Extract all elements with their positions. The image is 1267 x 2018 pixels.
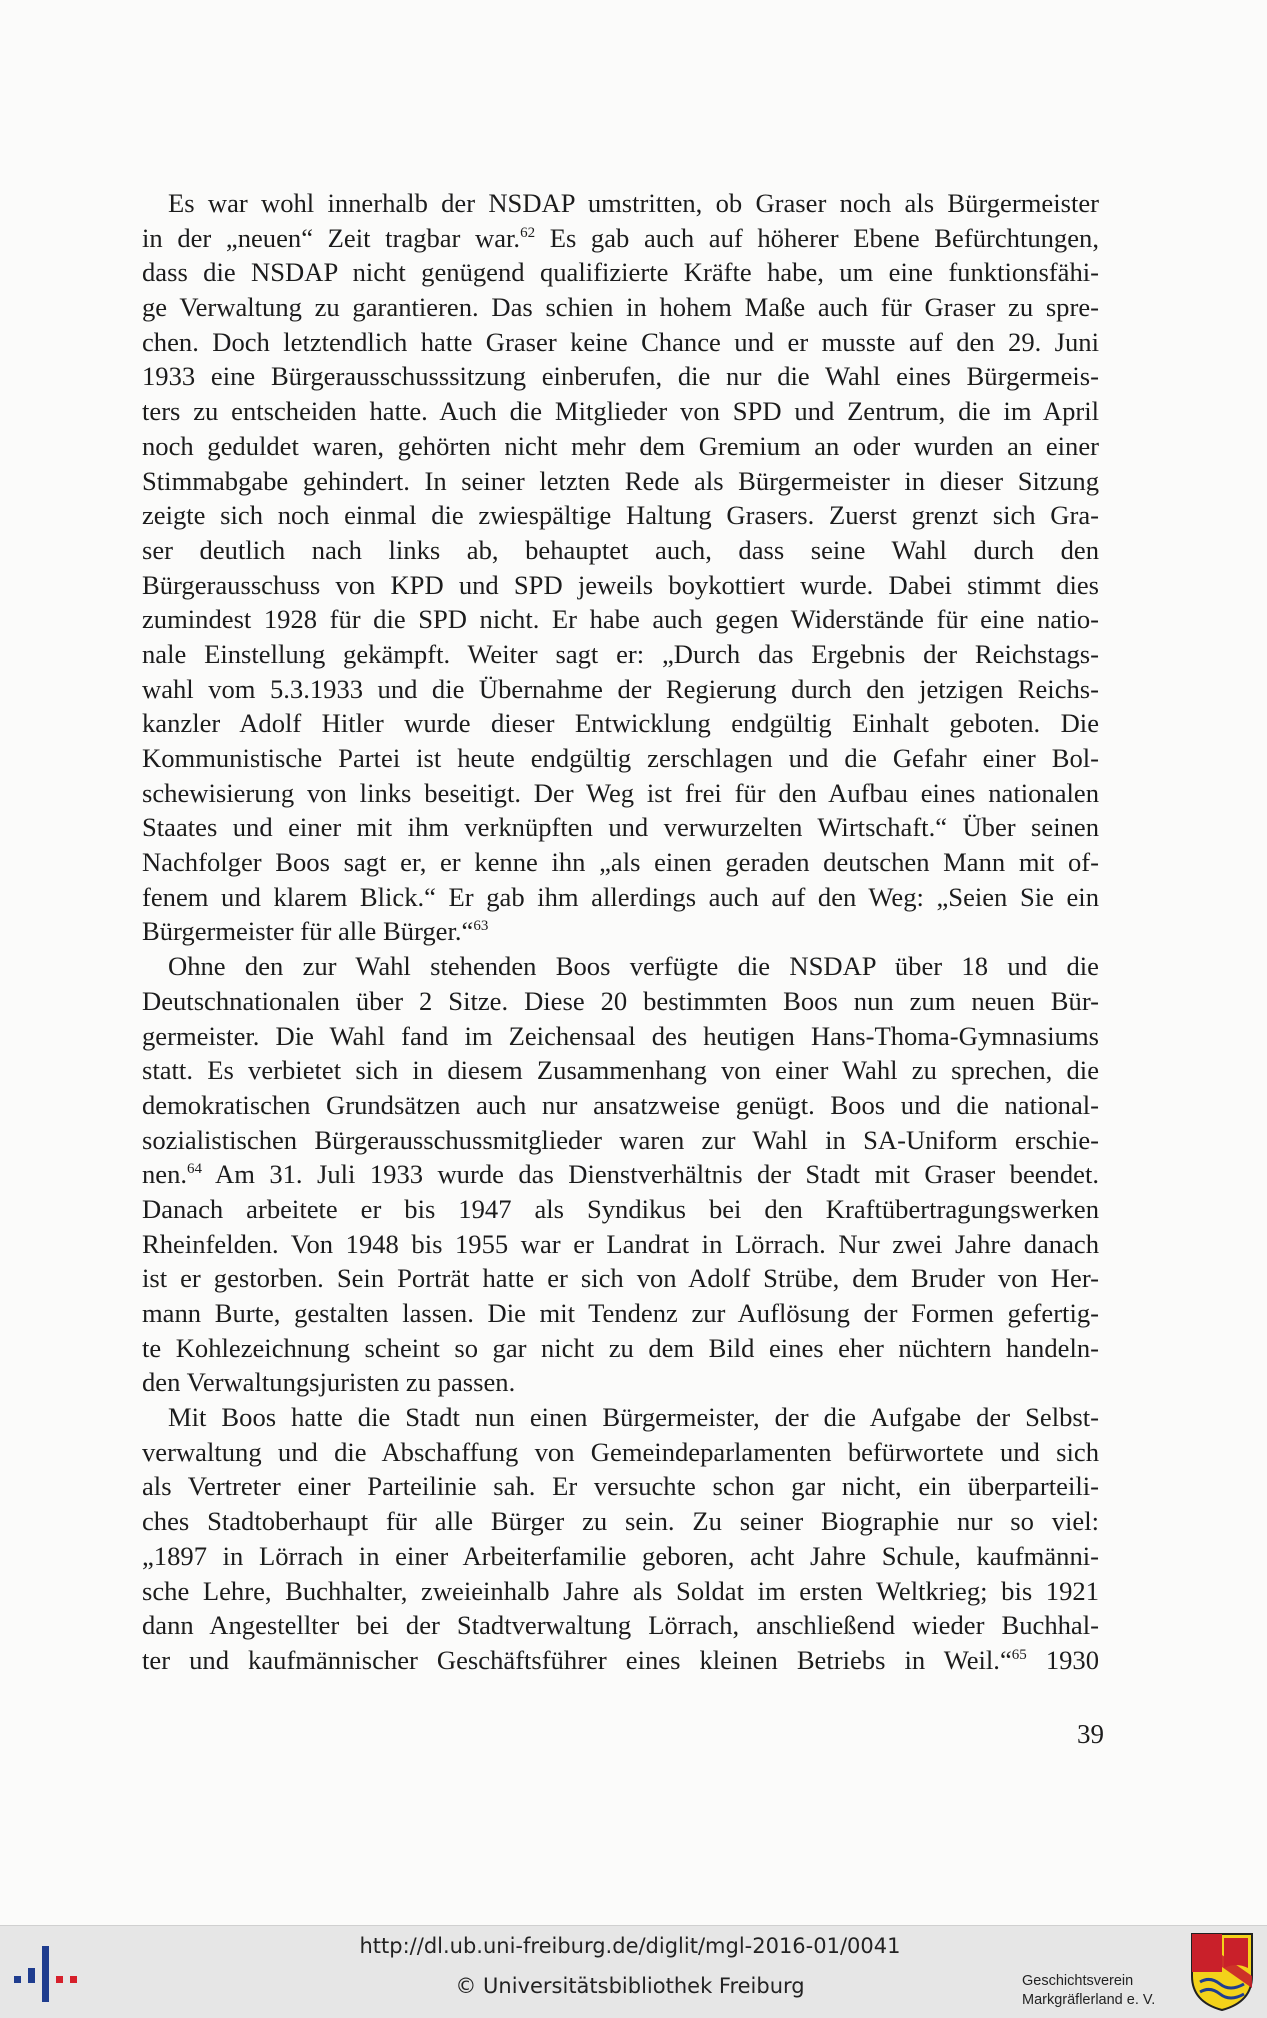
text-line: sozialistischen Bürgerausschussmitglieder waren zur Wahl in SA-Uniform erschie-: [142, 1124, 1099, 1155]
text-line: schewisierung von links beseitigt. Der Weg ist frei für den Aufbau eines nationalen: [142, 777, 1099, 808]
text-line: zeigte sich noch einmal die zwiespältige Haltung Grasers. Zuerst grenzt sich Gra-: [142, 500, 1099, 531]
text-line: te Kohlezeichnung scheint so gar nicht zu dem Bild eines eher nüchtern handeln-: [142, 1332, 1099, 1363]
text-line: Ohne den zur Wahl stehenden Boos verfügte die NSDAP über 18 und die: [168, 951, 1099, 982]
text-line: nale Einstellung gekämpft. Weiter sagt er: „Durch das Ergebnis der Reichstags-: [142, 638, 1099, 669]
text-line: Staates und einer mit ihm verknüpften und verwurzelten Wirtschaft.“ Über seinen: [142, 812, 1099, 843]
text-line: verwaltung und die Abschaffung von Gemeindeparlamenten befürwortete und sich: [142, 1436, 1099, 1467]
text-line: fenem und klarem Blick.“ Er gab ihm allerdings auch auf den Weg: „Seien Sie ein: [142, 881, 1099, 912]
text-line: Danach arbeitete er bis 1947 als Syndikus bei den Kraftübertragungswerken: [142, 1193, 1099, 1224]
ub-freiburg-logo-icon[interactable]: [8, 1942, 82, 2006]
text-line: Bürgerausschuss von KPD und SPD jeweils boykottiert wurde. Dabei stimmt dies: [142, 569, 1099, 600]
text-line: ters zu entscheiden hatte. Auch die Mitglieder von SPD und Zentrum, die im April: [142, 396, 1099, 427]
text-line: germeister. Die Wahl fand im Zeichensaal des heutigen Hans-Thoma-Gymnasiums: [142, 1020, 1099, 1051]
text-line: ches Stadtoberhaupt für alle Bürger zu sein. Zu seiner Biographie nur so viel:: [142, 1506, 1099, 1537]
text-line: statt. Es verbietet sich in diesem Zusammenhang von einer Wahl zu sprechen, die: [142, 1055, 1099, 1086]
text-line: nen.$^{64}$ Am 31. Juli 1933 wurde das Dienstverhältnis der Stadt mit Graser beendet.: [142, 1159, 1099, 1190]
text-line: Rheinfelden. Von 1948 bis 1955 war er Landrat in Lörrach. Nur zwei Jahre danach: [142, 1228, 1099, 1259]
society-name-line1: Geschichtsverein: [1022, 1973, 1134, 1989]
society-name: [1022, 1972, 1212, 2010]
copyright-notice: © Universitätsbibliothek Freiburg: [455, 1974, 805, 1998]
body-text: [142, 186, 1099, 1678]
text-line: Es war wohl innerhalb der NSDAP umstritten, ob Graser noch als Bürgermeister: [168, 188, 1099, 218]
text-line: Deutschnationalen über 2 Sitze. Diese 20 bestimmten Boos nun zum neuen Bür-: [142, 985, 1099, 1016]
society-name-line2: Markgräflerland e. V.: [1022, 1992, 1156, 2008]
text-line: ter und kaufmännischer Geschäftsführer eines kleinen Betriebs in Weil.“$^{65}$ 1930: [142, 1644, 1100, 1675]
text-line: Kommunistische Partei ist heute endgültig zerschlagen und die Gefahr einer Bol-: [142, 743, 1099, 773]
text-line: als Vertreter einer Parteilinie sah. Er versuchte schon gar nicht, ein überparteili-: [142, 1471, 1099, 1502]
text-line: „1897 in Lörrach in einer Arbeiterfamilie geboren, acht Jahre Schule, kaufmänni-: [142, 1540, 1099, 1571]
viewer-footer: [0, 1925, 1267, 2018]
text-line: 1933 eine Bürgerausschusssitzung einberufen, die nur die Wahl eines Bürgermeis-: [142, 361, 1099, 392]
text-line: mann Burte, gestalten lassen. Die mit Tendenz zur Auflösung der Formen gefertig-: [142, 1298, 1099, 1328]
text-line: in der „neuen“ Zeit tragbar war.$^{62}$ Es gab auch auf höherer Ebene Befürchtungen,: [142, 222, 1099, 253]
text-line: chen. Doch letztendlich hatte Graser keine Chance und er musste auf den 29. Juni: [142, 326, 1099, 357]
text-line: dass die NSDAP nicht genügend qualifizierte Kräfte habe, um eine funktionsfähi-: [142, 257, 1099, 288]
text-line: Nachfolger Boos sagt er, er kenne ihn „als einen geraden deutschen Mann mit of-: [142, 847, 1099, 878]
text-line: sche Lehre, Buchhalter, zweieinhalb Jahre als Soldat im ersten Weltkrieg; bis 1921: [142, 1575, 1099, 1606]
text-line: zumindest 1928 für die SPD nicht. Er habe auch gegen Widerstände für eine natio-: [142, 604, 1099, 635]
text-line: Stimmabgabe gehindert. In seiner letzten Rede als Bürgermeister in dieser Sitzung: [142, 465, 1099, 496]
page-number: 39: [1077, 1719, 1104, 1749]
text-line: dann Angestellter bei der Stadtverwaltung Lörrach, anschließend wieder Buchhal-: [142, 1610, 1099, 1641]
text-line: Bürgermeister für alle Bürger.“$^{63}$: [142, 916, 489, 947]
text-line: noch geduldet waren, gehörten nicht mehr dem Gremium an oder wurden an einer: [142, 430, 1099, 461]
text-line: Mit Boos hatte die Stadt nun einen Bürgermeister, der die Aufgabe der Selbst-: [168, 1402, 1099, 1433]
text-line: ist er gestorben. Sein Porträt hatte er sich von Adolf Strübe, dem Bruder von Her-: [142, 1263, 1099, 1294]
text-line: wahl vom 5.3.1933 und die Übernahme der Regierung durch den jetzigen Reichs-: [142, 673, 1099, 704]
text-line: ge Verwaltung zu garantieren. Das schien in hohem Maße auch für Graser zu spre-: [142, 292, 1099, 323]
text-line: ser deutlich nach links ab, behauptet auch, dass seine Wahl durch den: [142, 534, 1099, 565]
text-line: kanzler Adolf Hitler wurde dieser Entwicklung endgültig Einhalt geboten. Die: [142, 708, 1099, 739]
text-line: demokratischen Grundsätzen auch nur ansatzweise genügt. Boos und die national-: [142, 1089, 1099, 1120]
document-url-link[interactable]: http://dl.ub.uni-freiburg.de/diglit/mgl-2016-01/0041: [359, 1934, 901, 1958]
coat-of-arms-icon[interactable]: [1190, 1932, 1254, 2012]
text-line: den Verwaltungsjuristen zu passen.: [142, 1367, 516, 1398]
